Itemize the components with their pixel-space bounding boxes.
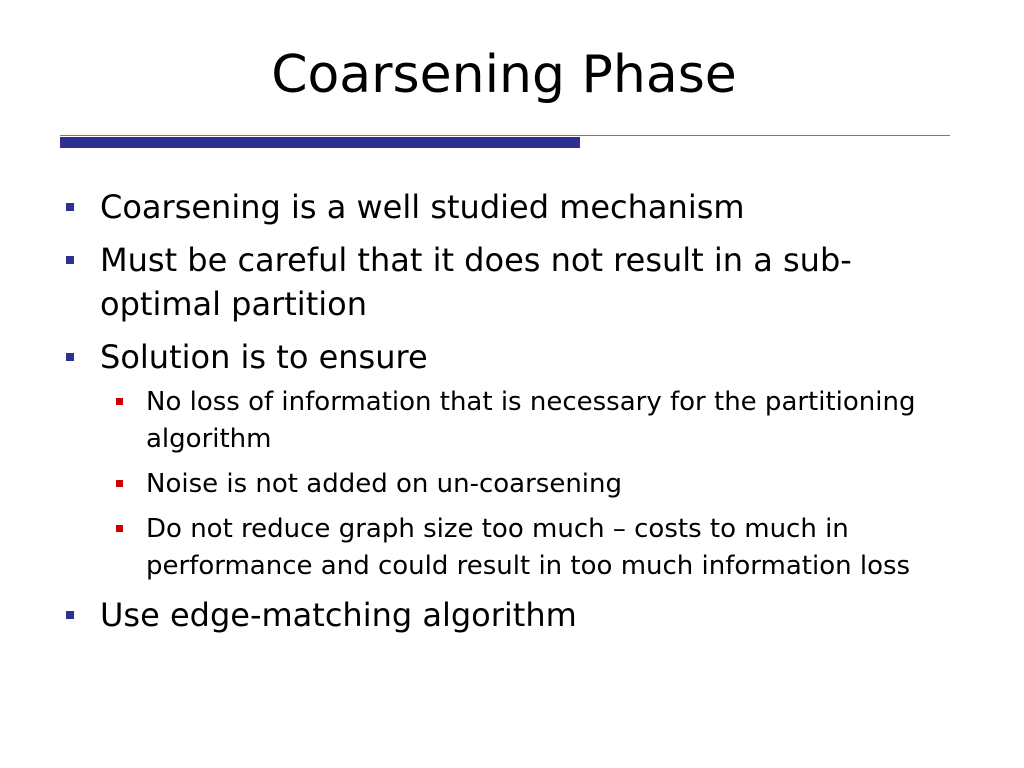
title-divider-accent-bar	[60, 137, 580, 148]
square-sub-bullet-icon	[116, 398, 123, 405]
sub-bullet-item	[0, 511, 976, 585]
sub-bullet-text: Noise is not added on un-coarsening	[146, 469, 623, 499]
bullet-list	[0, 185, 1024, 646]
sub-bullet-text: No loss of information that is necessary for the partitioning algorithm	[146, 387, 916, 454]
bullet-item	[0, 238, 920, 326]
square-sub-bullet-icon	[116, 525, 123, 532]
sub-bullet-text: Do not reduce graph size too much – costs to much in performance and could result in too much information loss	[146, 514, 911, 581]
sub-bullet-item	[0, 466, 976, 503]
sub-bullet-list	[0, 384, 1024, 585]
bullet-item	[0, 593, 920, 637]
square-sub-bullet-icon	[116, 480, 123, 487]
bullet-text: Must be careful that it does not result in a sub-optimal partition	[100, 241, 852, 323]
square-bullet-icon	[66, 611, 74, 619]
square-bullet-icon	[66, 256, 74, 264]
title-divider-thin	[60, 135, 950, 136]
bullet-text: Solution is to ensure	[100, 338, 428, 376]
square-bullet-icon	[66, 353, 74, 361]
slide-title: Coarsening Phase	[271, 45, 737, 105]
bullet-text: Coarsening is a well studied mechanism	[100, 188, 745, 226]
square-bullet-icon	[66, 203, 74, 211]
bullet-item	[0, 185, 920, 229]
bullet-item	[0, 335, 920, 379]
sub-bullet-item	[0, 384, 976, 458]
bullet-text: Use edge-matching algorithm	[100, 596, 577, 634]
